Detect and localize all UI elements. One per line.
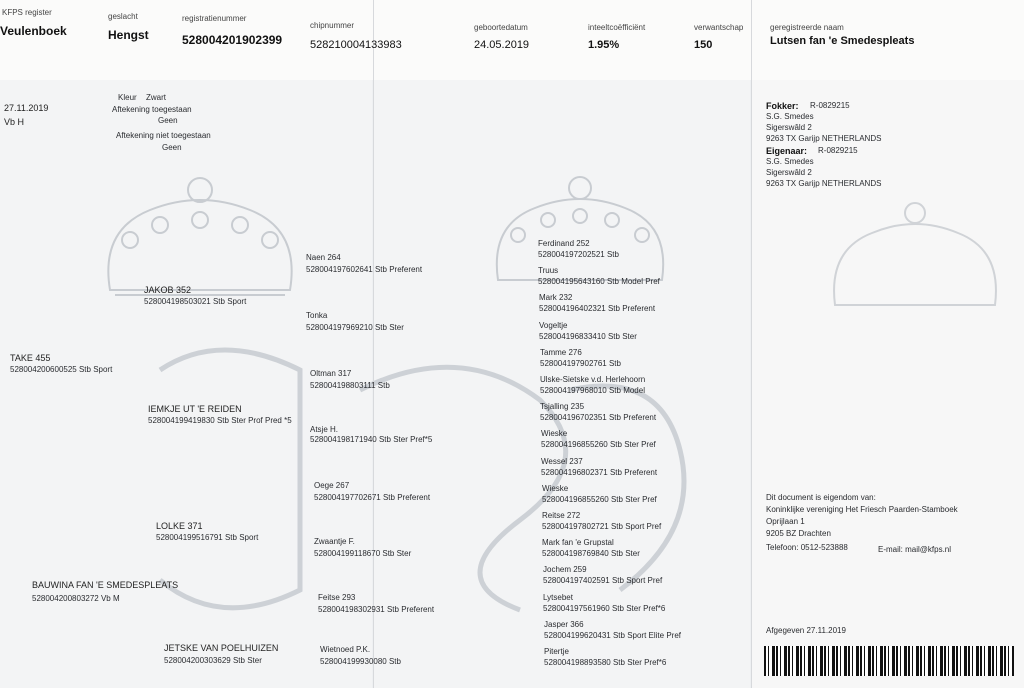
gen3-info: 528004199930080 Stb — [320, 657, 401, 666]
gen4-info: 528004197561960 Stb Ster Pref*6 — [543, 604, 666, 613]
owner-street: Sigerswâld 2 — [766, 168, 812, 177]
gen4-info: 528004196702351 Stb Preferent — [540, 413, 657, 422]
register-value: Veulenboek — [0, 24, 67, 38]
issue-date: 27.11.2019 — [4, 103, 49, 113]
gen4-info: 528004197902761 Stb — [540, 359, 621, 368]
owner-label: Eigenaar: — [766, 146, 808, 156]
org-email: E-mail: mail@kfps.nl — [878, 545, 952, 554]
gen4-name: Vogeltje — [539, 321, 568, 330]
color-value: Zwart — [146, 93, 166, 102]
color-label: Kleur — [118, 93, 137, 102]
gen3-name: Naen 264 — [306, 253, 341, 262]
gen3-name: Oltman 317 — [310, 369, 352, 378]
gen4-name: Tamme 276 — [540, 348, 582, 357]
gen3-name: Oege 267 — [314, 481, 350, 490]
regnum-label: registratienummer — [182, 14, 247, 23]
markings-disallowed-label: Aftekening niet toegestaan — [116, 131, 211, 140]
regnum-value: 528004201902399 — [182, 33, 283, 47]
gen4-info: 528004198893580 Stb Ster Pref*6 — [544, 658, 667, 667]
kinship-label: verwantschap — [694, 23, 744, 32]
horse-name: Lutsen fan 'e Smedespleats — [770, 35, 915, 47]
gen4-info: 528004196402321 Stb Preferent — [539, 304, 656, 313]
gen3-name: Feitse 293 — [318, 593, 356, 602]
gen3-name: Wietnoed P.K. — [320, 645, 371, 654]
dam-name: BAUWINA FAN 'E SMEDESPLEATS — [32, 580, 179, 590]
gen4-name: Lytsebet — [543, 593, 573, 602]
markings-allowed-label: Aftekening toegestaan — [112, 105, 192, 114]
gender-value: Hengst — [108, 28, 149, 42]
name-label: geregistreerde naam — [770, 23, 844, 32]
gen4-info: 528004196833410 Stb Ster — [539, 332, 637, 341]
dam-info: 528004200803272 Vb M — [32, 594, 120, 603]
fold-line-2 — [751, 0, 752, 688]
breeder-street: Sigerswâld 2 — [766, 123, 812, 132]
gen4-name: Ferdinand 252 — [538, 239, 590, 248]
gen4-name: Ulske-Sietske v.d. Herlehoorn — [540, 375, 646, 384]
gen4-info: 528004197968010 Stb Model — [540, 386, 645, 395]
fold-line-1 — [373, 0, 374, 688]
breeder-city: 9263 TX Garijp NETHERLANDS — [766, 134, 882, 143]
gen2-info: 528004199419830 Stb Ster Prof Pred *5 — [148, 416, 292, 425]
markings-allowed-value: Geen — [158, 116, 178, 125]
owner-id: R-0829215 — [818, 146, 858, 155]
barcode — [764, 646, 1014, 676]
markings-disallowed-value: Geen — [162, 143, 182, 152]
gen4-name: Wieske — [541, 429, 568, 438]
issue-code: Vb H — [4, 117, 25, 127]
property-line: Dit document is eigendom van: — [766, 493, 876, 502]
gen4-name: Reitse 272 — [542, 511, 581, 520]
gen2-name: IEMKJE UT 'E REIDEN — [148, 404, 242, 414]
gen3-info: 528004199118670 Stb Ster — [314, 549, 412, 558]
org-name: Koninklijke vereniging Het Friesch Paarden-Stamboek — [766, 505, 958, 514]
gen2-name: JAKOB 352 — [144, 285, 192, 295]
issued-date: Afgegeven 27.11.2019 — [766, 626, 846, 635]
gen4-info: 528004196802371 Stb Preferent — [541, 468, 658, 477]
breeder-label: Fokker: — [766, 101, 799, 111]
birth-label: geboortedatum — [474, 23, 528, 32]
kinship-value: 150 — [694, 39, 713, 51]
chip-value: 528210004133983 — [310, 39, 402, 51]
gen3-info: 528004197969210 Stb Ster — [306, 323, 404, 332]
gen4-name: Jochem 259 — [543, 565, 587, 574]
org-phone: Telefoon: 0512-523888 — [766, 543, 848, 552]
gender-label: geslacht — [108, 12, 138, 21]
chip-label: chipnummer — [310, 21, 355, 30]
gen4-info: 528004198769840 Stb Ster — [542, 549, 640, 558]
gen4-info: 528004196855260 Stb Ster Pref — [541, 440, 656, 449]
inbreeding-label: inteeltcoëfficiënt — [588, 23, 646, 32]
gen3-info: 528004198171940 Stb Ster Pref*5 — [310, 435, 433, 444]
gen4-name: Tsjalling 235 — [540, 402, 585, 411]
org-city: 9205 BZ Drachten — [766, 529, 831, 538]
gen4-name: Jasper 366 — [544, 620, 584, 629]
gen4-info: 528004197402591 Stb Sport Pref — [543, 576, 663, 585]
gen3-info: 528004197702671 Stb Preferent — [314, 493, 431, 502]
gen4-name: Mark fan 'e Grupstal — [542, 538, 614, 547]
gen4-name: Mark 232 — [539, 293, 573, 302]
owner-name: S.G. Smedes — [766, 157, 814, 166]
gen4-info: 528004197802721 Stb Sport Pref — [542, 522, 662, 531]
gen3-name: Zwaantje F. — [314, 537, 355, 546]
org-street: Oprijlaan 1 — [766, 517, 805, 526]
owner-city: 9263 TX Garijp NETHERLANDS — [766, 179, 882, 188]
inbreeding-value: 1.95% — [588, 39, 620, 51]
breeder-name: S.G. Smedes — [766, 112, 814, 121]
gen4-info: 528004195643160 Stb Model Pref — [538, 277, 660, 286]
gen2-name: LOLKE 371 — [156, 521, 203, 531]
birth-value: 24.05.2019 — [474, 39, 530, 51]
gen4-name: Wieske — [542, 484, 569, 493]
gen2-info: 528004200303629 Stb Ster — [164, 656, 262, 665]
gen2-name: JETSKE VAN POELHUIZEN — [164, 643, 279, 653]
gen3-name: Tonka — [306, 311, 328, 320]
gen4-info: 528004197202521 Stb — [538, 250, 619, 259]
gen4-info: 528004196855260 Stb Ster Pref — [542, 495, 657, 504]
gen2-info: 528004199516791 Stb Sport — [156, 533, 259, 542]
gen3-name: Atsje H. — [310, 425, 339, 434]
register-label: KFPS register — [2, 8, 52, 17]
gen4-info: 528004199620431 Stb Sport Elite Pref — [544, 631, 681, 640]
gen3-info: 528004197602641 Stb Preferent — [306, 265, 423, 274]
gen3-info: 528004198302931 Stb Preferent — [318, 605, 435, 614]
gen3-info: 528004198803111 Stb — [310, 381, 390, 390]
breeder-id: R-0829215 — [810, 101, 850, 110]
sire-info: 528004200600525 Stb Sport — [10, 365, 113, 374]
gen4-name: Truus — [538, 266, 559, 275]
gen4-name: Pitertje — [544, 647, 569, 656]
gen4-name: Wessel 237 — [541, 457, 583, 466]
sire-name: TAKE 455 — [10, 353, 51, 363]
gen2-info: 528004198503021 Stb Sport — [144, 297, 247, 306]
